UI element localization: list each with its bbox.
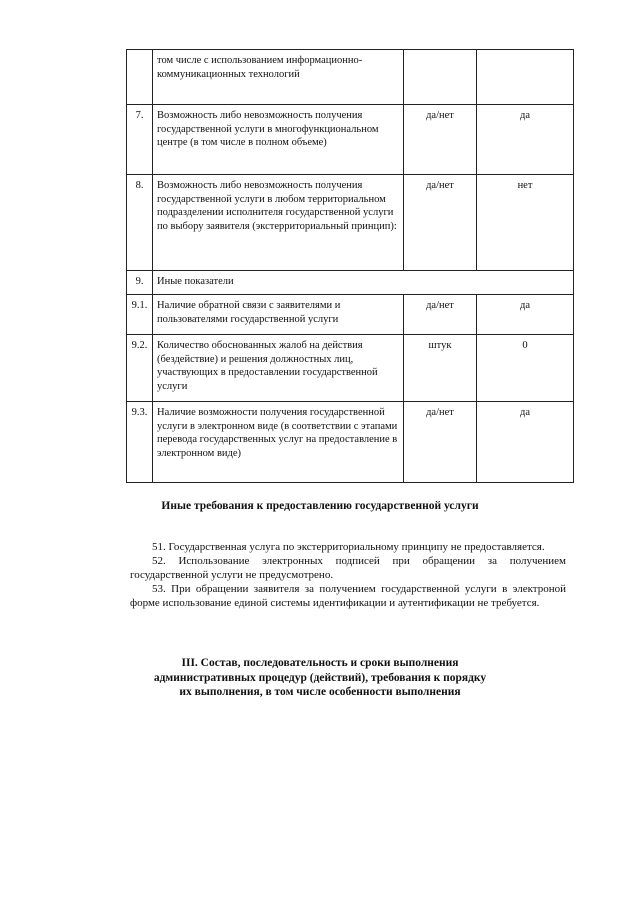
chapter-heading bbox=[100, 656, 540, 700]
row-number: 9.3. bbox=[127, 402, 153, 483]
row-value: да bbox=[477, 105, 574, 175]
row-unit: да/нет bbox=[404, 175, 477, 271]
row-value bbox=[477, 50, 574, 105]
row-number bbox=[127, 50, 153, 105]
row-value: да bbox=[477, 295, 574, 335]
row-number: 9. bbox=[127, 271, 153, 295]
row-number: 9.2. bbox=[127, 335, 153, 402]
paragraph-52: 52. Использование электронных подписей при обращении за получением государственной услуги не предусмотрено. bbox=[130, 555, 566, 581]
row-description: Количество обоснованных жалоб на действия (бездействие) и решения должностных лиц, участвующих в предоставлении государственной услуги bbox=[153, 335, 404, 402]
table-row bbox=[127, 295, 574, 335]
chapter-heading-line-3: их выполнения, в том числе особенности выполнения bbox=[179, 686, 461, 698]
table-row bbox=[127, 402, 574, 483]
row-number: 7. bbox=[127, 105, 153, 175]
paragraphs bbox=[130, 540, 566, 610]
row-unit: да/нет bbox=[404, 402, 477, 483]
table-row bbox=[127, 50, 574, 105]
row-value: 0 bbox=[477, 335, 574, 402]
row-unit: штук bbox=[404, 335, 477, 402]
row-description: Иные показатели bbox=[153, 271, 574, 295]
row-number: 9.1. bbox=[127, 295, 153, 335]
row-value: нет bbox=[477, 175, 574, 271]
row-description: Наличие возможности получения государственной услуги в электронном виде (в соответствии с этапами перевода государственных услуг на предоставление в электронном виде) bbox=[153, 402, 404, 483]
row-number: 8. bbox=[127, 175, 153, 271]
section-heading: Иные требования к предоставлению государственной услуги bbox=[161, 500, 479, 512]
paragraph-53: 53. При обращении заявителя за получением государственной услуги в электроной форме использование единой системы идентификации и аутентификации не требуется. bbox=[130, 583, 566, 609]
chapter-heading-line-2: административных процедур (действий), требования к порядку bbox=[153, 671, 487, 684]
paragraph-51: 51. Государственная услуга по экстерриториальному принципу не предоставляется. bbox=[152, 541, 545, 553]
row-description: том числе с использованием информационно-коммуникационных технологий bbox=[153, 50, 404, 105]
row-value: да bbox=[477, 402, 574, 483]
row-description: Возможность либо невозможность получения государственной услуги в любом территориальном подразделении исполнителя государственной услуги по выбору заявителя (экстерриториальный принцип): bbox=[153, 175, 404, 271]
row-unit bbox=[404, 50, 477, 105]
row-unit: да/нет bbox=[404, 295, 477, 335]
row-description: Наличие обратной связи с заявителями и пользователями государственной услуги bbox=[153, 295, 404, 335]
table-row bbox=[127, 335, 574, 402]
row-description: Возможность либо невозможность получения государственной услуги в многофункциональном центре (в том числе в полном объеме) bbox=[153, 105, 404, 175]
table-row bbox=[127, 175, 574, 271]
table-row bbox=[127, 105, 574, 175]
indicators-table bbox=[126, 49, 574, 483]
table-row bbox=[127, 271, 574, 295]
row-unit: да/нет bbox=[404, 105, 477, 175]
chapter-heading-line-1: III. Состав, последовательность и сроки выполнения bbox=[181, 657, 459, 669]
